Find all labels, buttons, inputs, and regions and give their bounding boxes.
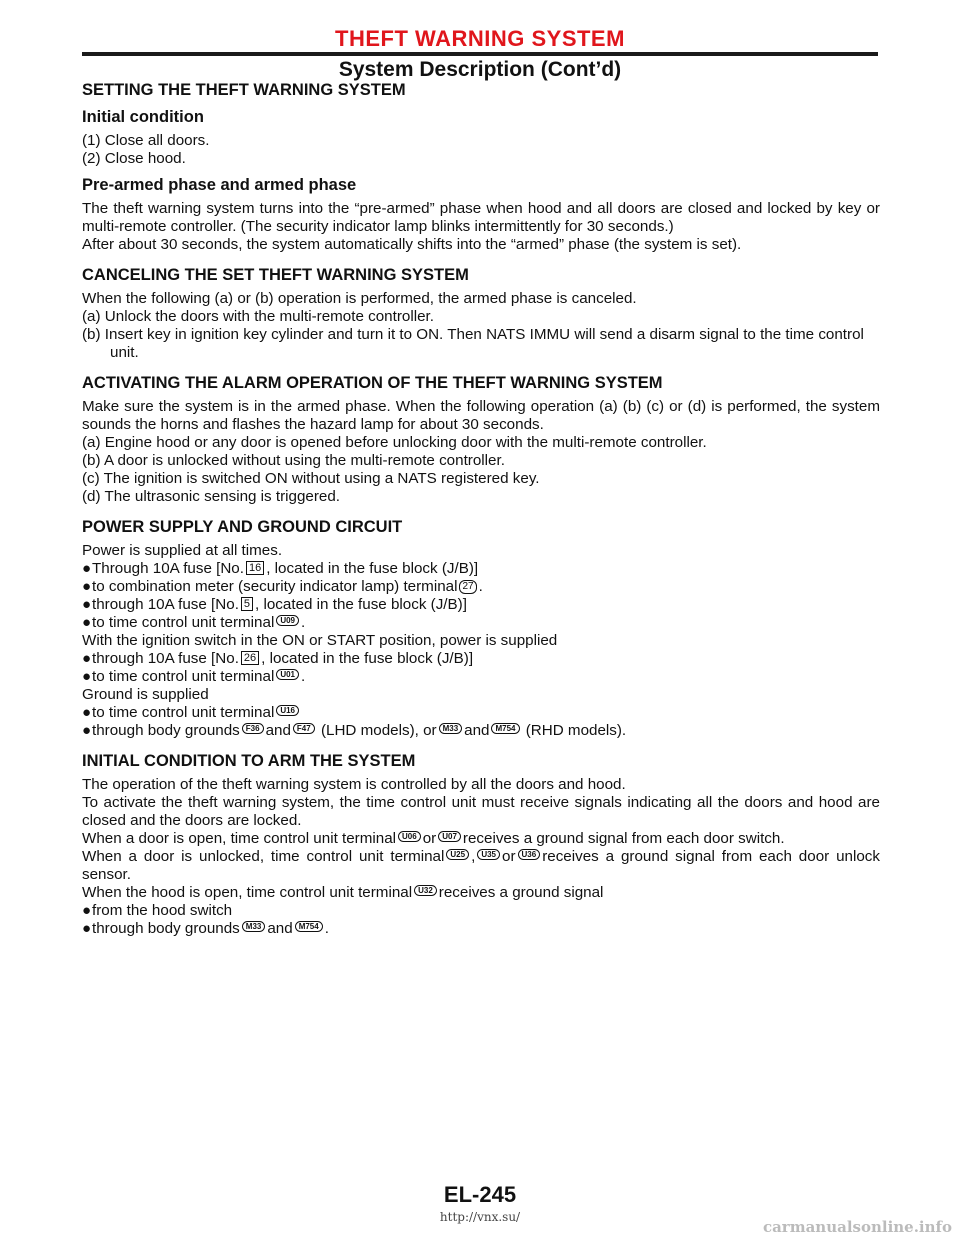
paragraph: The theft warning system turns into the “pre-armed” phase when hood and all doors are closed and locked by key or multi-remote controller. (The security indicator lamp blinks intermittently for 30 seconds.): [82, 200, 880, 235]
bullet-icon: ●: [82, 560, 92, 577]
bullet-item: [82, 560, 880, 578]
bullet-text: through body grounds: [92, 920, 240, 937]
connector-badge: U36: [518, 849, 541, 860]
bullet-item: [82, 902, 880, 920]
paragraph-text: receives a ground signal: [438, 884, 604, 901]
list-item: (2) Close hood.: [82, 150, 186, 167]
connector-badge: U06: [398, 831, 421, 842]
bullet-icon: ●: [82, 920, 92, 937]
paragraph: [82, 884, 880, 902]
bullet-text: and: [464, 722, 490, 739]
heading-canceling: CANCELING THE SET THEFT WARNING SYSTEM: [82, 266, 469, 284]
list-item: (a) Unlock the doors with the multi-remote controller.: [82, 308, 434, 325]
bullet-item: [82, 596, 880, 614]
page-subtitle: System Description (Cont’d): [338, 58, 622, 81]
page-number: EL-245: [443, 1182, 517, 1207]
list-item: (a) Engine hood or any door is opened before unlocking door with the multi-remote controller.: [82, 434, 707, 451]
bullet-item: [82, 920, 880, 938]
paragraph-text: receives a ground signal from each door unlock sensor.: [82, 848, 880, 883]
header-rule: [82, 52, 878, 56]
bullet-icon: ●: [82, 650, 92, 667]
bullet-text: Through 10A fuse [No.: [92, 560, 244, 577]
heading-power-supply: POWER SUPPLY AND GROUND CIRCUIT: [82, 518, 403, 536]
connector-badge: U09: [276, 615, 299, 626]
paragraph: Make sure the system is in the armed phase. When the following operation (a) (b) (c) or (d) is performed, the system sounds the horns and flashes the hazard lamp for about 30 seconds.: [82, 398, 880, 433]
connector-badge: M33: [242, 921, 266, 932]
punctuation: ,: [471, 848, 476, 865]
paragraph-text: or: [502, 848, 516, 865]
page-header: [82, 26, 878, 82]
heading-initial-condition-arm: INITIAL CONDITION TO ARM THE SYSTEM: [82, 752, 416, 770]
bullet-text: through body grounds: [92, 722, 240, 739]
connector-badge: F36: [242, 723, 264, 734]
paragraph: Power is supplied at all times.: [82, 542, 283, 559]
bullet-text: through 10A fuse [No.: [92, 650, 239, 667]
subheading-initial-condition: Initial condition: [82, 108, 204, 126]
list-item: (d) The ultrasonic sensing is triggered.: [82, 488, 341, 505]
paragraph-text: When a door is unlocked, time control unit terminal: [82, 848, 445, 865]
bullet-icon: ●: [82, 596, 92, 613]
bullet-text: , located in the fuse block (J/B)]: [261, 650, 474, 667]
bullet-item: [82, 722, 880, 740]
terminal-number-circle: 27: [459, 580, 476, 594]
punctuation: .: [478, 578, 483, 595]
fuse-number-box: 5: [241, 597, 253, 611]
paragraph: [82, 848, 880, 884]
bullet-icon: ●: [82, 668, 92, 685]
bullet-icon: ●: [82, 614, 92, 631]
heading-setting: SETTING THE THEFT WARNING SYSTEM: [82, 81, 406, 99]
paragraph-text: or: [422, 830, 437, 847]
punctuation: .: [301, 614, 306, 631]
punctuation: .: [301, 668, 306, 685]
bullet-icon: ●: [82, 704, 92, 721]
bullet-text: from the hood switch: [92, 902, 233, 919]
connector-badge: M754: [491, 723, 519, 734]
paragraph: To activate the theft warning system, the time control unit must receive signals indicating all the doors and hood are closed and the doors are locked.: [82, 794, 880, 829]
bullet-item: [82, 668, 880, 686]
paragraph-text: When a door is open, time control unit terminal: [82, 830, 397, 847]
bullet-icon: ●: [82, 722, 92, 739]
bullet-text: , located in the fuse block (J/B)]: [266, 560, 479, 577]
bullet-item: [82, 578, 880, 596]
connector-badge: U16: [276, 705, 299, 716]
bullet-icon: ●: [82, 578, 92, 595]
bullet-text: (RHD models).: [525, 722, 627, 739]
bullet-item: [82, 704, 880, 722]
page-content: [82, 80, 880, 938]
bullet-text: and: [265, 722, 291, 739]
fuse-number-box: 16: [246, 561, 264, 575]
paragraph: [82, 830, 880, 848]
paragraph: The operation of the theft warning system is controlled by all the doors and hood.: [82, 776, 626, 793]
paragraph-text: When the hood is open, time control unit terminal: [82, 884, 413, 901]
list-item: (b) Insert key in ignition key cylinder and turn it to ON. Then NATS IMMU will send a disarm signal to the time control unit.: [82, 326, 864, 361]
bullet-text: and: [267, 920, 293, 937]
paragraph-text: receives a ground signal from each door switch.: [462, 830, 785, 847]
footer-url-link[interactable]: http://vnx.su/: [439, 1210, 521, 1224]
punctuation: .: [324, 920, 329, 937]
heading-activating: ACTIVATING THE ALARM OPERATION OF THE THEFT WARNING SYSTEM: [82, 374, 663, 392]
bullet-text: to time control unit terminal: [92, 704, 275, 721]
list-item: (b) A door is unlocked without using the multi-remote controller.: [82, 452, 505, 469]
connector-badge: U01: [276, 669, 299, 680]
paragraph: With the ignition switch in the ON or START position, power is supplied: [82, 632, 558, 649]
bullet-text: to time control unit terminal: [92, 614, 275, 631]
connector-badge: F47: [293, 723, 315, 734]
bullet-text: through 10A fuse [No.: [92, 596, 239, 613]
bullet-item: [82, 614, 880, 632]
list-item: (1) Close all doors.: [82, 132, 210, 149]
bullet-item: [82, 650, 880, 668]
paragraph: After about 30 seconds, the system automatically shifts into the “armed” phase (the system is set).: [82, 236, 742, 253]
list-item: (c) The ignition is switched ON without using a NATS registered key.: [82, 470, 540, 487]
bullet-text: to time control unit terminal: [92, 668, 275, 685]
connector-badge: M754: [295, 921, 323, 932]
subheading-pre-armed: Pre-armed phase and armed phase: [82, 176, 357, 194]
paragraph: Ground is supplied: [82, 686, 209, 703]
bullet-text: to combination meter (security indicator lamp) terminal: [92, 578, 458, 595]
connector-badge: U07: [438, 831, 461, 842]
fuse-number-box: 26: [241, 651, 259, 665]
section-title: THEFT WARNING SYSTEM: [335, 26, 625, 51]
paragraph: When the following (a) or (b) operation is performed, the armed phase is canceled.: [82, 290, 637, 307]
connector-badge: U25: [446, 849, 469, 860]
watermark: carmanualsonline.info: [762, 1218, 952, 1236]
bullet-icon: ●: [82, 902, 92, 919]
connector-badge: U32: [414, 885, 437, 896]
bullet-text: (LHD models), or: [320, 722, 437, 739]
connector-badge: U35: [477, 849, 500, 860]
connector-badge: M33: [439, 723, 463, 734]
bullet-text: , located in the fuse block (J/B)]: [255, 596, 467, 613]
